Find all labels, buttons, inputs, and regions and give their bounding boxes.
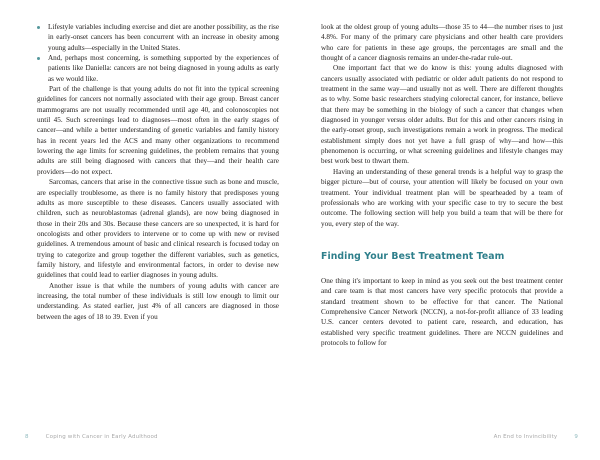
body-paragraph-continued: look at the oldest group of young adults—those 35 to 44—the number rises to just 4.8%. For many of the primary care physicians and other health care providers who care for patients in these age groups, the percentages are small and the thought of a cancer diagnosis remains an under-the-radar rule-out. [321,23,563,63]
left-page-footer [25,432,280,442]
body-paragraph: Part of the challenge is that young adults do not fit into the typical screening guidelines for cancers not normally associated with their age group. Breast cancer mammograms are not usually recommended until age 40, and colonoscopies not until 45. Such screenings lead to diagnoses—most often in the early stages of cancer—and while a better understanding of genetic variables and family history has in recent years led the ACS and many other organizations to recommend lowering the age limits for screening guidelines, the problem remains that young adults are still being diagnosed with cancers that they—and their health care providers—do not expect. [37,85,279,176]
list-item [37,53,279,84]
heading-bottom-spacer [321,263,563,276]
left-page-text-column [37,22,279,414]
right-page [300,0,600,460]
list-item-text: Lifestyle variables including exercise and diet are another possibility, as the rise in early-onset cancers has been concurrent with an increase in obesity among young adults—especially in the United States. [48,23,279,52]
bullet-list [37,22,279,84]
running-head: An End to Invincibility [493,434,558,440]
right-page-footer [320,432,578,442]
body-paragraph: Sarcomas, cancers that arise in the connective tissue such as bone and muscle, are especially troublesome, as there is no family history that predisposes young adults as more susceptible to these diseases. Cancers usually associated with children, such as neuroblastomas (adrenal glands), are now being diagnosed in those in their 20s and 30s. Because these cancers are so unexpected, it is hard for oncologists and other providers to intervene or to come up with new or revised guidelines. A tremendous amount of basic and clinical research is focused today on trying to categorize and group together the different variables, such as genetics, family history, and lifestyle and environmental factors, in order to devise new guidelines that could lead to earlier diagnoses in young adults. [37,178,279,280]
list-item [37,22,279,53]
running-head: Coping with Cancer in Early Adulthood [45,434,158,440]
right-page-text-column [321,22,563,414]
bullet-dot-icon [37,57,40,60]
list-item-text: And, perhaps most concerning, is something supported by the experiences of patients like Daniella: cancers are not being diagnosed in young adults as early as we would like. [48,54,279,83]
body-paragraph: One thing it's important to keep in mind as you seek out the best treatment center and care team is that most cancers have very specific protocols that provide a standard treatment shown to be effective for that cancer. The National Comprehensive Cancer Network (NCCN), a not-for-profit alliance of 33 leading U.S. cancer centers devoted to patient care, research, and education, has established very specific treatment guidelines. There are NCCN guidelines and protocols to follow for [321,276,563,347]
body-paragraph: Having an understanding of these general trends is a helpful way to grasp the bigger picture—but of course, your attention will likely be focused on your own treatment. Your individual treatment plan will be spearheaded by a team of professionals who are working with your specific case to try to secure the best outcome. The following section will help you build a team that will be there for you, every step of the way. [321,167,563,228]
body-paragraph: One important fact that we do know is this: young adults diagnosed with cancers usually associated with pediatric or older adult patients do not respond to treatment in the same way—and usually not as well. There are different thoughts as to why. Some basic researchers studying colorectal cancer, for instance, believe that there may be something in the biology of such a cancer that changes when diagnosed in younger versus older adults. But for this and other cancers rising in the early-onset group, such investigations remain a work in progress. The medical establishment simply does not yet have a full grasp of why—and how—this phenomenon is occurring, or what screening guidelines and lifestyle changes may best work best to thwart them. [321,64,563,166]
heading-top-spacer [321,229,563,251]
section-heading: Finding Your Best Treatment Team [321,250,505,262]
page-number: 8 [25,434,29,440]
page-number: 9 [574,434,578,440]
body-paragraph: Another issue is that while the numbers of young adults with cancer are increasing, the total number of these individuals is still low enough to limit our understanding. As stated earlier, just 4% of all cancers are diagnosed in those between the ages of 18 to 39. Even if you [37,281,279,321]
bullet-dot-icon [37,26,40,29]
